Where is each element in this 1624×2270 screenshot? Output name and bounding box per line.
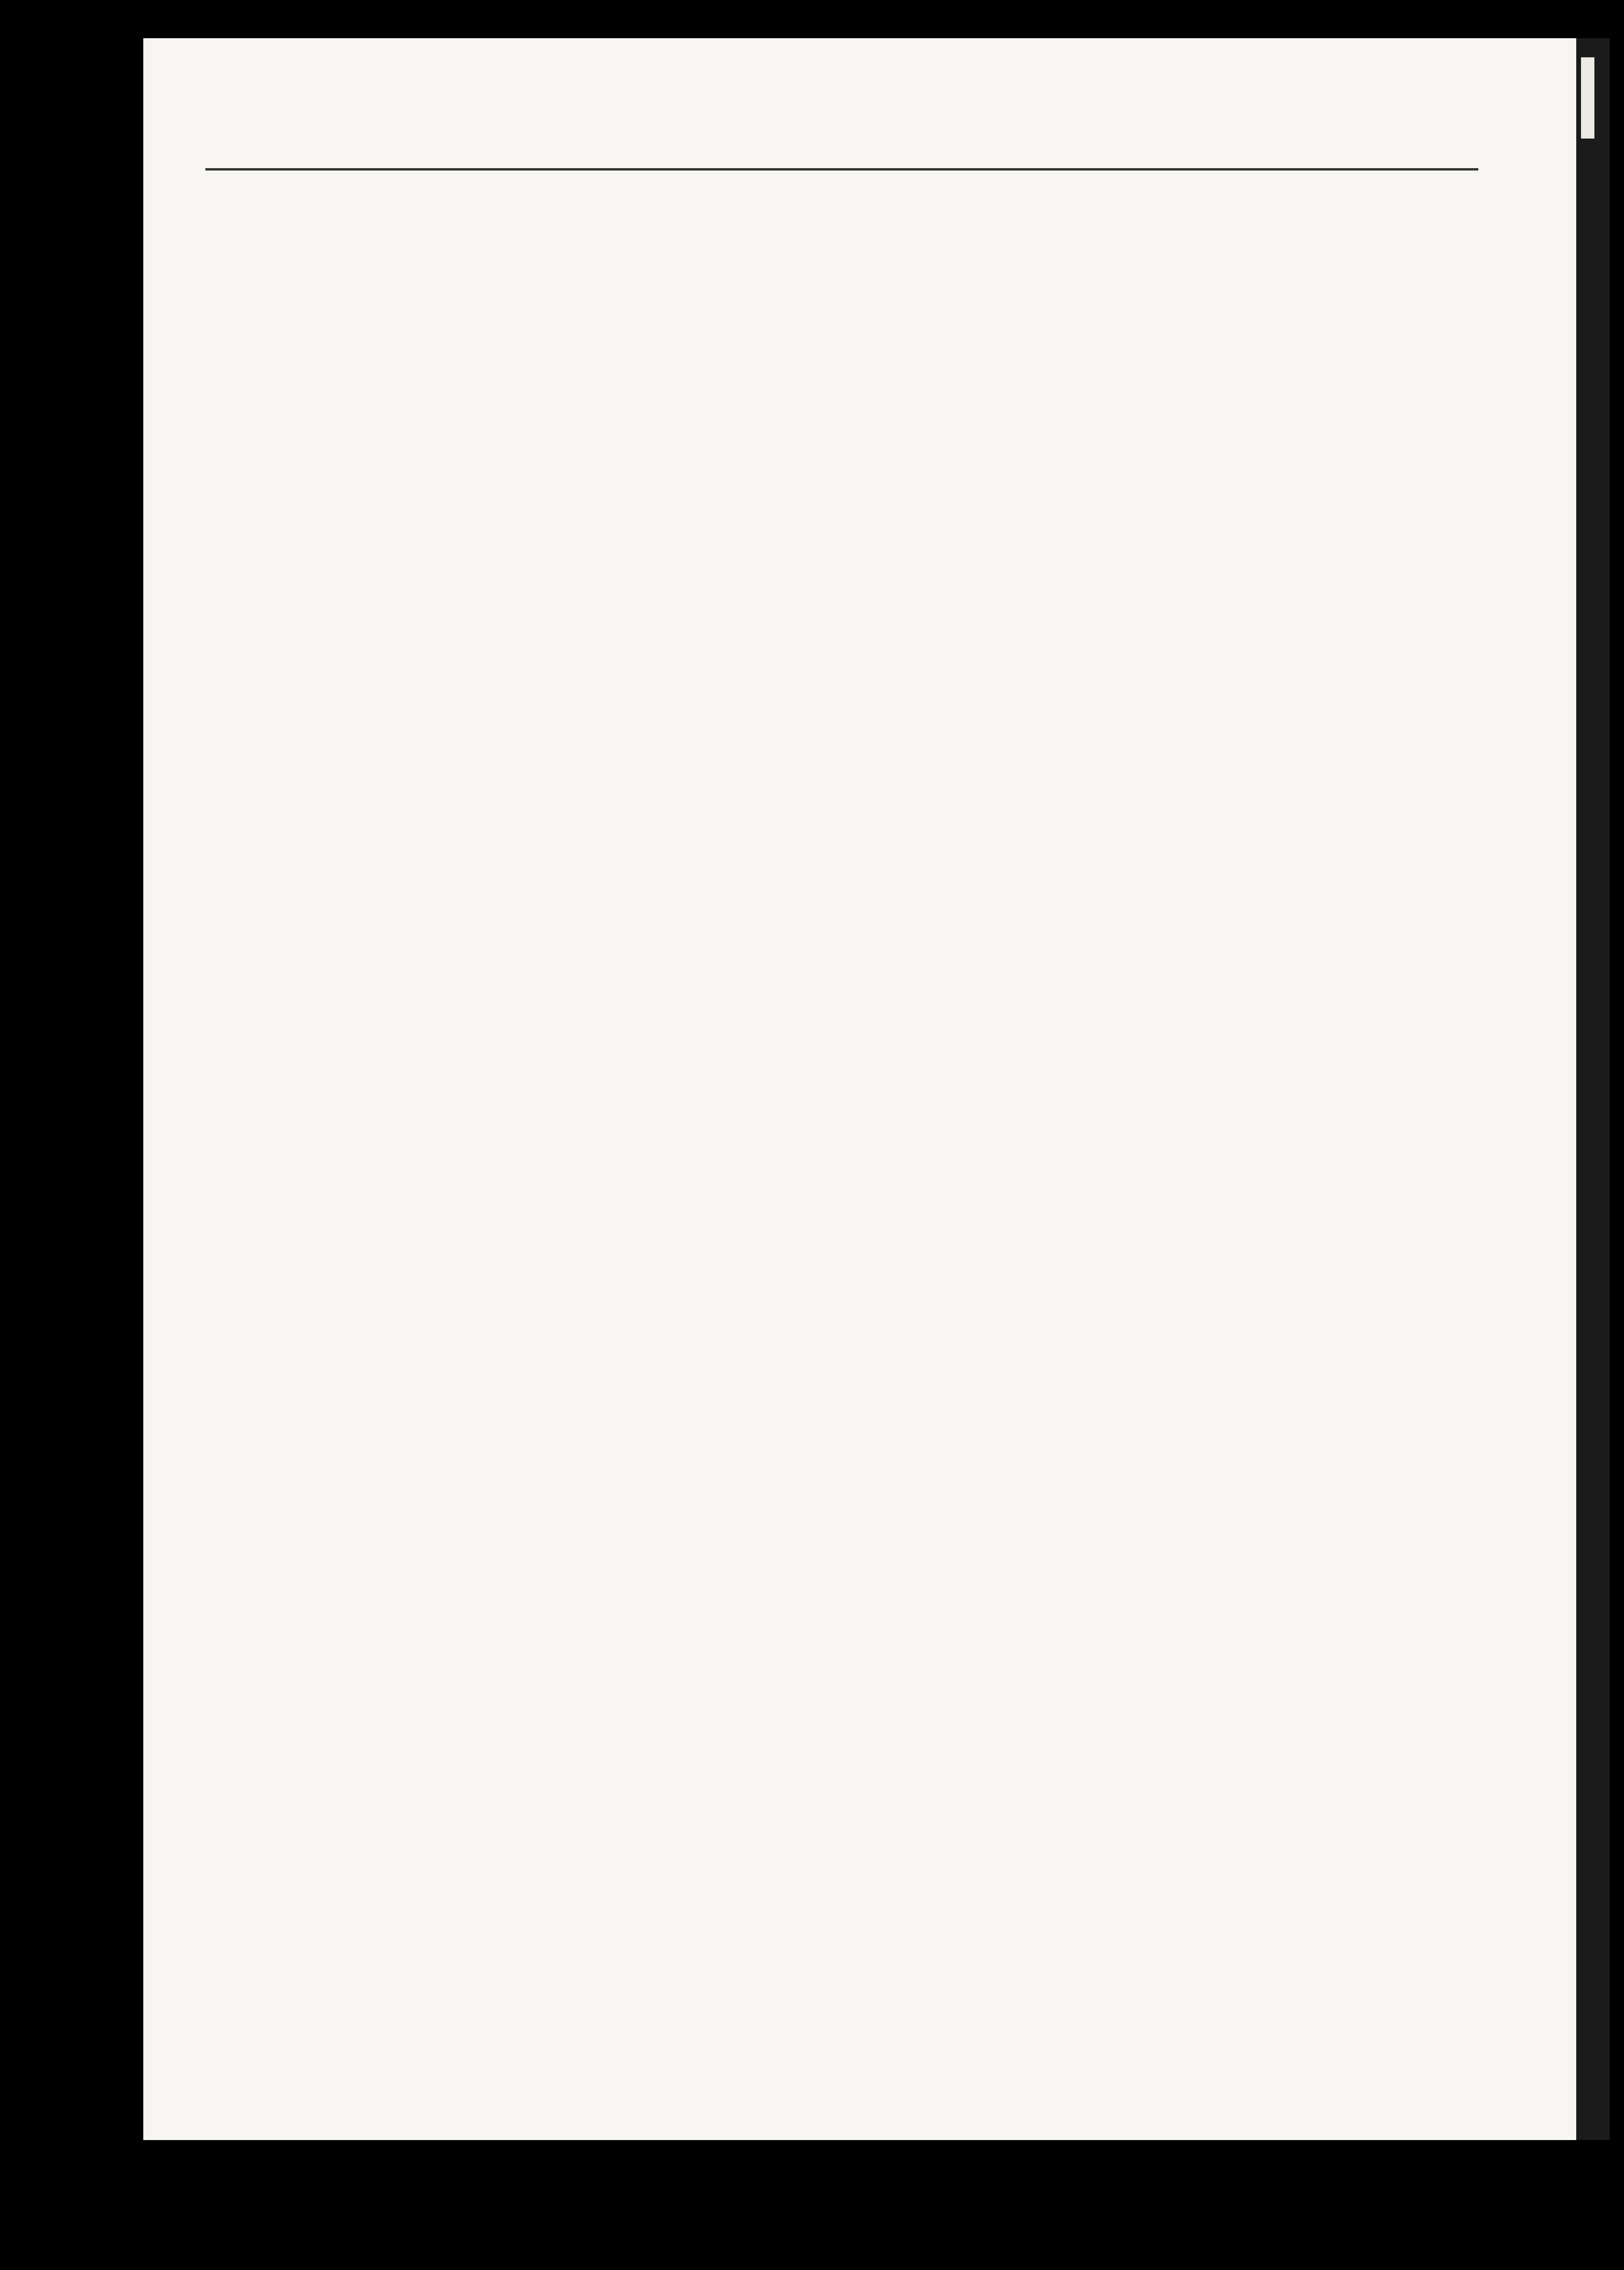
- scan-edge: [1576, 38, 1610, 2140]
- page-content: [143, 174, 1576, 203]
- document-page: [143, 38, 1576, 2140]
- scan-edge-tab: [1581, 57, 1594, 139]
- header-rule: [205, 168, 1478, 171]
